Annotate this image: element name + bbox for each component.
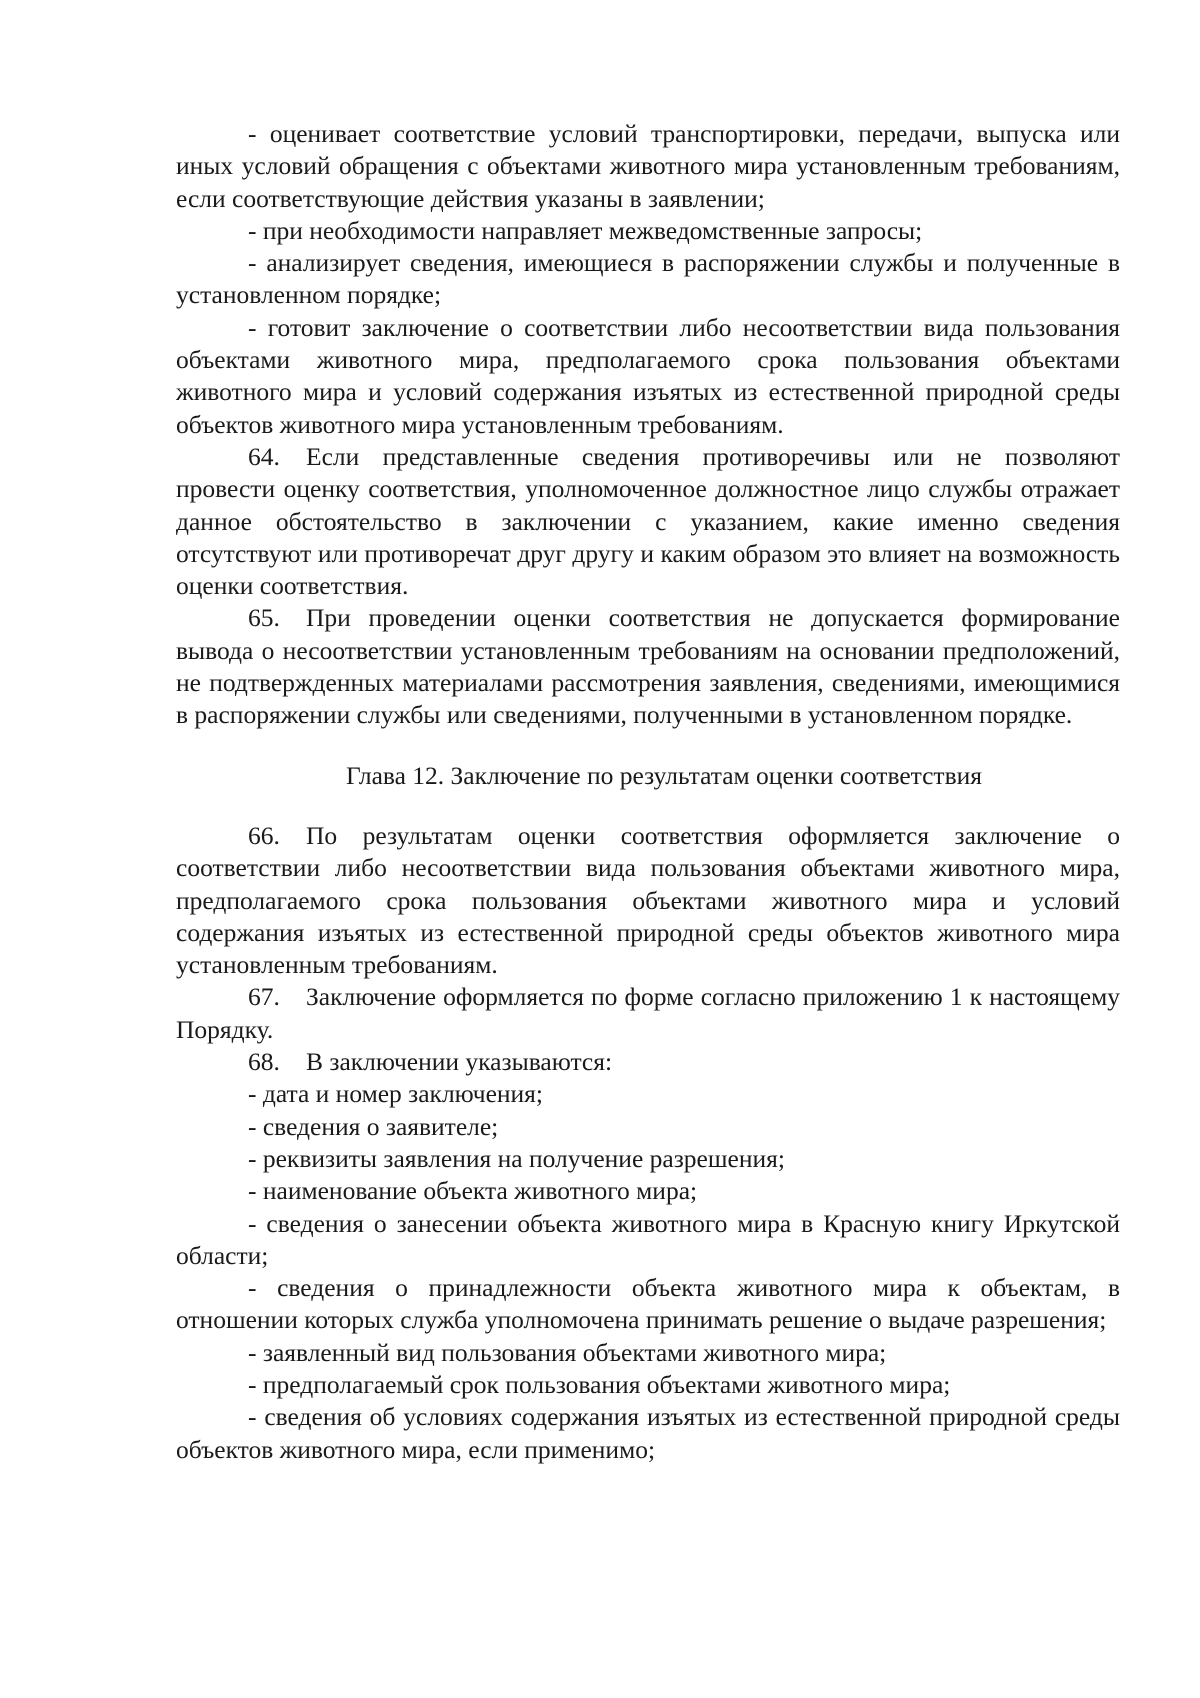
list-item-paragraph (176, 1369, 1120, 1401)
chapter-title: Глава 12. Заключение по результатам оценки соответствия (346, 760, 982, 790)
list-item-paragraph (176, 1208, 1120, 1273)
paragraph-text: - готовит заключение о соответствии либо несоответствии вида пользования объектами животного мира, предполагаемого срока пользования объектами животного мира и условий содержания изъятых из естественной природной среды объектов животного мира установленным требованиям. (176, 312, 1120, 439)
list-item-paragraph (176, 1143, 1120, 1175)
numbered-paragraph (176, 441, 1120, 602)
list-item-paragraph (176, 1337, 1120, 1369)
paragraph-text: - при необходимости направляет межведомственные запросы; (248, 215, 923, 245)
numbered-paragraph (176, 981, 1120, 1046)
numbered-paragraph (176, 1046, 1120, 1078)
paragraph-number: 67. (248, 982, 280, 1012)
list-item-paragraph (176, 1111, 1120, 1143)
paragraph-text: - предполагаемый срок пользования объектами животного мира; (248, 1369, 951, 1399)
paragraph-text: - реквизиты заявления на получение разрешения; (248, 1143, 785, 1173)
paragraph-text: Если представленные сведения противоречивы или не позволяют провести оценку соответствия, уполномоченное должностное лицо службы отражает данное обстоятельство в заключении с указанием, какие именно сведения отсутствуют или противоречат друг другу и каким образом это влияет на возможность оценки соответствия. (176, 441, 1120, 601)
paragraph-text: - сведения об условиях содержания изъятых из естественной природной среды объектов животного мира, если применимо; (176, 1402, 1120, 1464)
paragraph-text: - сведения о принадлежности объекта животного мира к объектам, в отношении которых служба уполномочена принимать решение о выдаче разрешения; (176, 1273, 1120, 1335)
paragraph-text: Заключение оформляется по форме согласно приложению 1 к настоящему Порядку. (176, 982, 1120, 1044)
paragraph-text: По результатам оценки соответствия оформляется заключение о соответствии либо несоответствии вида пользования объектами животного мира, предполагаемого срока пользования объектами животного мира и условий содержания изъятых из естественной природной среды объектов животного мира установленным требованиям. (176, 820, 1120, 980)
list-item-paragraph (176, 1401, 1120, 1466)
list-item-paragraph (176, 1175, 1120, 1207)
paragraph-text: - наименование объекта животного мира; (248, 1176, 698, 1206)
list-item-paragraph (176, 1078, 1120, 1110)
list-item-paragraph (176, 215, 1120, 247)
document-body (176, 118, 1120, 1466)
paragraph-text: В заключении указываются: (306, 1047, 613, 1077)
numbered-paragraph (176, 820, 1120, 981)
paragraph-text: - заявленный вид пользования объектами животного мира; (248, 1337, 887, 1367)
list-item-paragraph (176, 247, 1120, 312)
paragraph-text: - дата и номер заключения; (248, 1079, 543, 1109)
paragraph-text: - анализирует сведения, имеющиеся в распоряжении службы и полученные в установленном порядке; (176, 248, 1120, 310)
paragraph-text: - сведения о занесении объекта животного мира в Красную книгу Иркутской области; (176, 1208, 1120, 1270)
list-item-paragraph (176, 118, 1120, 215)
numbered-paragraph (176, 602, 1120, 731)
paragraph-text: - оценивает соответствие условий транспортировки, передачи, выпуска или иных условий обращения с объектами животного мира установленным требованиям, если соответствующие действия указаны в заявлении; (176, 119, 1120, 213)
paragraphs-after-chapter (176, 820, 1120, 1466)
paragraphs-before-chapter (176, 118, 1120, 732)
paragraph-text: При проведении оценки соответствия не допускается формирование вывода о несоответствии установленным требованиям на основании предположений, не подтвержденных материалами рассмотрения заявления, сведениями, имеющимися в распоряжении службы или сведениями, полученными в установленном порядке. (176, 603, 1120, 730)
list-item-paragraph (176, 1272, 1120, 1337)
paragraph-number: 66. (248, 820, 280, 850)
paragraph-text: - сведения о заявителе; (248, 1111, 499, 1141)
list-item-paragraph (176, 312, 1120, 441)
paragraph-number: 65. (248, 603, 280, 633)
paragraph-number: 64. (248, 441, 280, 471)
paragraph-number: 68. (248, 1047, 280, 1077)
